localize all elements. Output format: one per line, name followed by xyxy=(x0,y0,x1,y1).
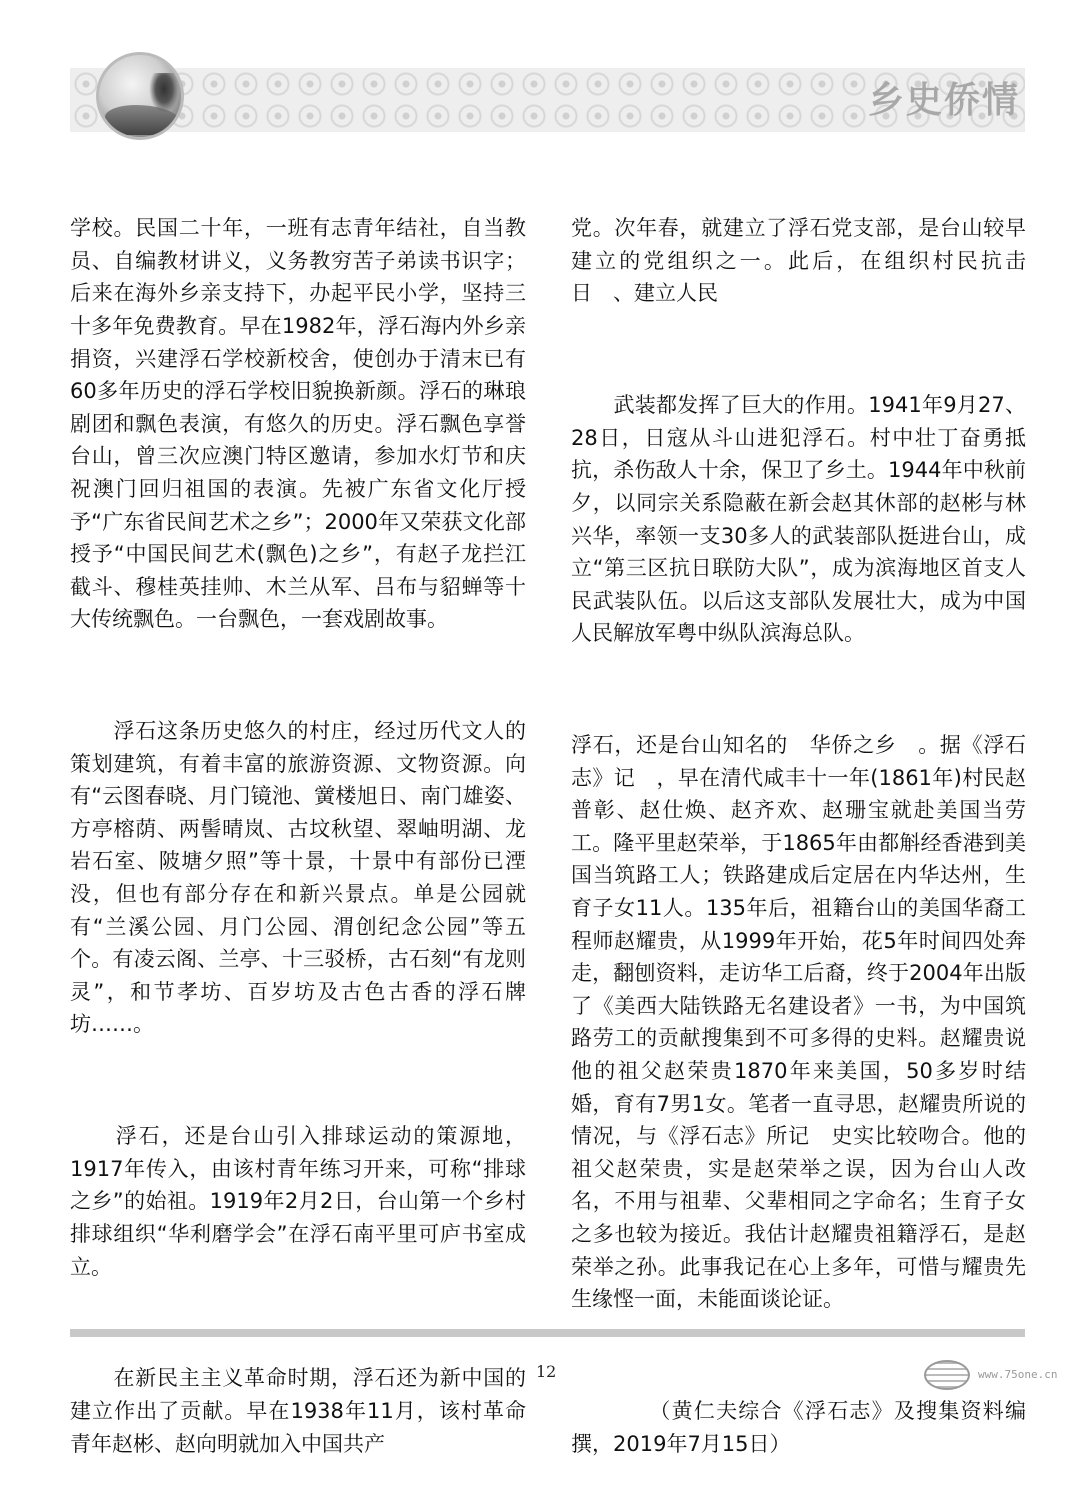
left-paragraph-1: 学校。民国二十年，一班有志青年结社，自当教员、自编教材讲义，义务教穷苦子弟读书识字；后来在海外乡亲支持下，办起平民小学，坚持三十多年免费教育。早在1982年，浮石海内外乡亲捐资，兴建浮石学校新校舍，使创办于清末已有60多年历史的浮石学校旧貌换新颜。浮石的琳琅剧团和飘色表演，有悠久的历史。浮石飘色享誉台山，曾三次应澳门特区邀请，参加水灯节和庆祝澳门回归祖国的表演。先被广东省文化厅授予“广东省民间艺术之乡”；2000年又荣获文化部授予“中国民间艺术(飘色)之乡”，有赵子龙拦江截斗、穆桂英挂帅、木兰从军、吕布与貂蝉等十大传统飘色。一台飘色，一套戏剧故事。 xyxy=(70,216,526,632)
site-watermark xyxy=(918,1348,1078,1396)
globe-logo-icon xyxy=(924,1360,970,1390)
right-paragraph-1: 党。次年春，就建立了浮石党支部，是台山较早建立的党组织之一。此后，在组织村民抗击日 、建立人民 xyxy=(571,216,1026,306)
right-paragraph-4-attribution: （黄仁夫综合《浮石志》及搜集资料编撰，2019年7月15日） xyxy=(571,1398,1026,1456)
left-paragraph-3: 浮石，还是台山引入排球运动的策源地，1917年传入，由该村青年练习开来，可称“排球之乡”的始祖。1919年2月2日，台山第一个乡村排球组织“华利磨学会”在浮石南平里可庐书室成立。 xyxy=(70,1124,526,1279)
footer-rule xyxy=(70,1329,1025,1337)
medallion-tree xyxy=(149,73,179,113)
left-paragraph-4: 在新民主主义革命时期，浮石还为新中国的建立作出了贡献。早在1938年11月，该村革命青年赵彬、赵向明就加入中国共产 xyxy=(70,1366,526,1456)
watermark-url: www.75one.cn xyxy=(978,1368,1058,1381)
left-column xyxy=(70,147,526,1507)
right-paragraph-2: 武装都发挥了巨大的作用。1941年9月27、28日，日寇从斗山进犯浮石。村中壮丁奋勇抵抗，杀伤敌人十余，保卫了乡土。1944年中秋前夕，以同宗关系隐蔽在新会赵其休部的赵彬与林兴华，率领一支30多人的武装部队挺进台山，成立“第三区抗日联防大队”，成为滨海地区首支人民武装队伍。以后这支部队发展壮大，成为中国人民解放军粤中纵队滨海总队。 xyxy=(571,393,1026,646)
section-title: 乡史侨情 xyxy=(867,80,1020,121)
right-paragraph-3: 浮石，还是台山知名的 华侨之乡 。据《浮石志》记 ，早在清代咸丰十一年(1861年)村民赵普彰、赵仕焕、赵齐欢、赵珊宝就赴美国当劳工。隆平里赵荣举，于1865年由都斛经香港到美国当筑路工人；铁路建成后定居在内华达州，生育子女11人。135年后，祖籍台山的美国华裔工程师赵耀贵，从1999年开始，花5年时间四处奔走，翻刨资料，走访华工后裔，终于2004年出版了《美西大陆铁路无名建设者》一书，为中国筑路劳工的贡献搜集到不可多得的史料。赵耀贵说他的祖父赵荣贵1870年来美国，50多岁时结婚，育有7男1女。笔者一直寻思，赵耀贵所说的情况，与《浮石志》所记 史实比较吻合。他的祖父赵荣贵，实是赵荣举之误，因为台山人改名，不用与祖辈、父辈相同之字命名；生育子女之多也较为接近。我估计赵耀贵祖籍浮石，是赵荣举之孙。此事我记在心上多年，可惜与耀贵先生缘悭一面，未能面谈论证。 xyxy=(571,733,1026,1312)
left-paragraph-2: 浮石这条历史悠久的村庄，经过历代文人的策划建筑，有着丰富的旅游资源、文物资源。向有“云图春晓、月门镜池、黉楼旭日、南门雄姿、方亭榕荫、两髻晴岚、古坟秋望、翠岫明湖、龙岩石室、陂塘夕照”等十景，十景中有部份已湮没，但也有部分存在和新兴景点。单是公园就有“兰溪公园、月门公园、渭创纪念公园”等五个。有凌云阁、兰亭、十三驳桥，古石刻“有龙则灵”，和节孝坊、百岁坊及古色古香的浮石牌坊……。 xyxy=(70,719,526,1037)
page-number: 12 xyxy=(536,1362,557,1381)
right-column xyxy=(571,147,1026,1507)
landscape-medallion-image xyxy=(96,52,184,140)
